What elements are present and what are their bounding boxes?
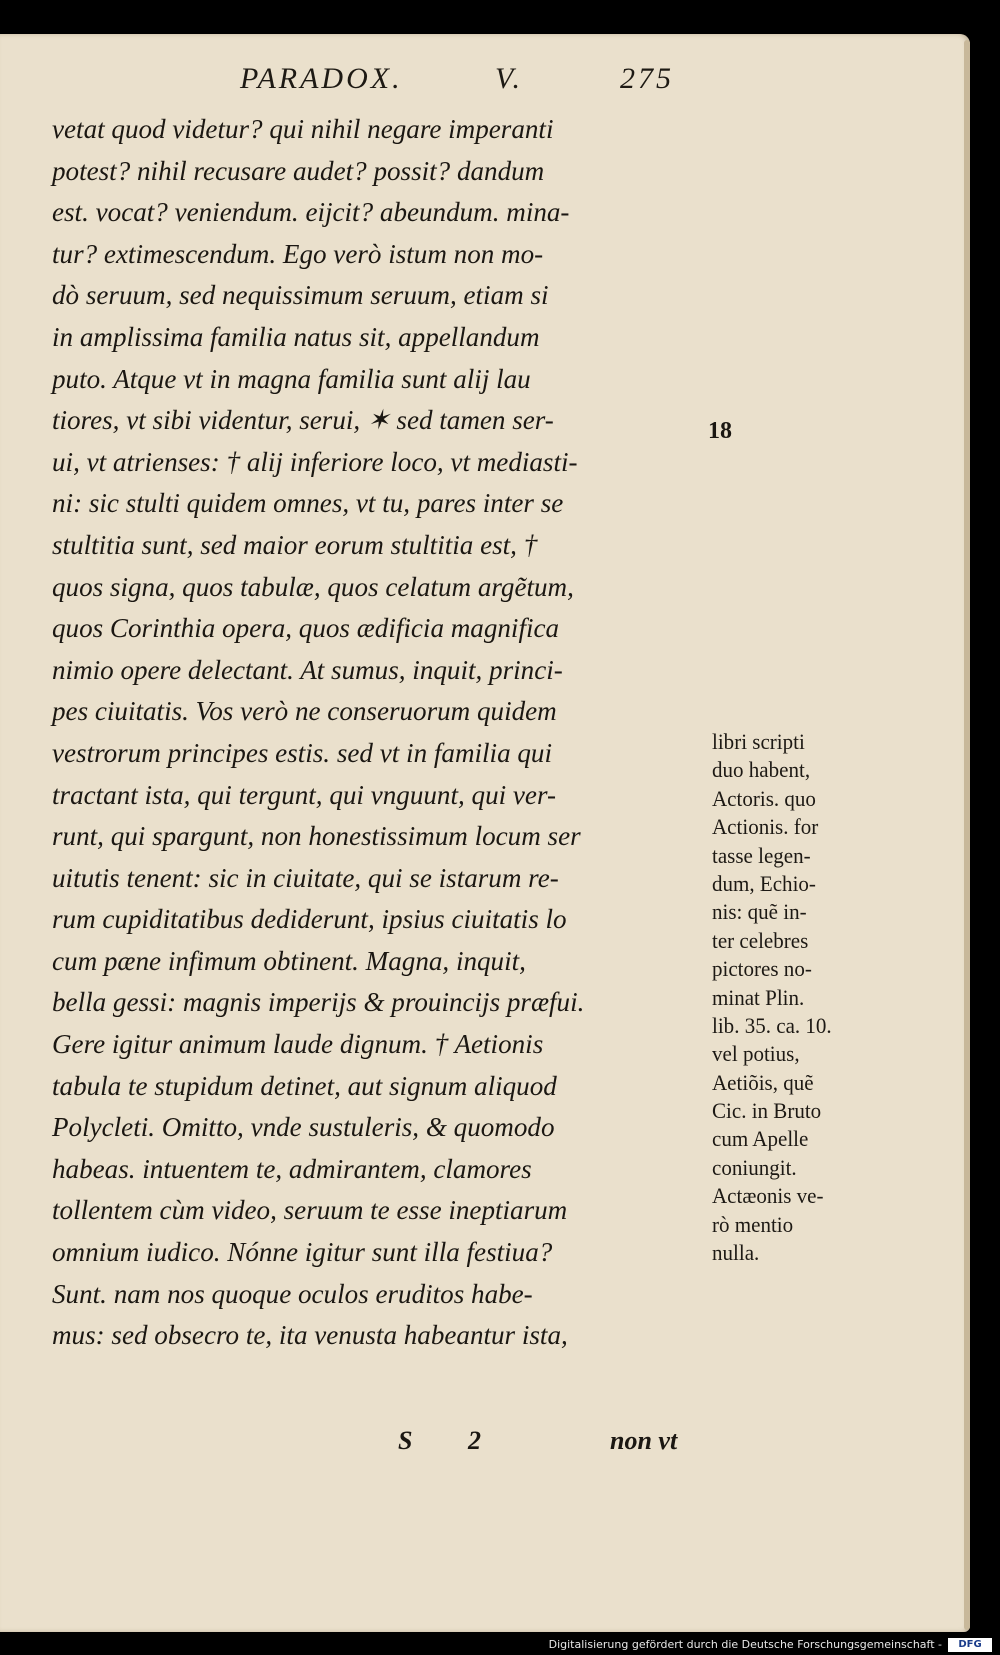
note-line: Actæonis ve- bbox=[712, 1183, 824, 1209]
page-edge bbox=[964, 40, 970, 1630]
text-line: ui, vt atrienses: † alij inferiore loco, vt mediasti- bbox=[52, 445, 578, 477]
note-line: Aetiõis, quẽ bbox=[712, 1069, 814, 1095]
text-line: Polycleti. Omitto, vnde sustuleris, & quomodo bbox=[52, 1111, 555, 1143]
main-text-block bbox=[52, 108, 712, 1356]
text-line: cum pæne infimum obtinent. Magna, inquit, bbox=[52, 944, 526, 976]
text-line: pes ciuitatis. Vos verò ne conseruorum quidem bbox=[52, 695, 557, 727]
text-line: runt, qui spargunt, non honestissimum locum ser bbox=[52, 820, 581, 852]
note-line: pictores no- bbox=[712, 956, 812, 982]
page-number: 275 bbox=[620, 62, 674, 95]
text-line: bella gessi: magnis imperijs & prouincijs præfui. bbox=[52, 986, 585, 1018]
text-line: stultitia sunt, sed maior eorum stultitia est, † bbox=[52, 528, 538, 560]
note-line: rò mentio bbox=[712, 1211, 794, 1237]
catchword-line bbox=[390, 1426, 710, 1466]
text-line: tiores, vt sibi videntur, serui, ✶ sed tamen ser- bbox=[52, 404, 554, 436]
note-line: dum, Echio- bbox=[712, 870, 816, 896]
running-head-title: PARADOX. bbox=[240, 62, 403, 95]
text-line: tabula te stupidum detinet, aut signum aliquod bbox=[52, 1069, 557, 1101]
running-head bbox=[240, 62, 710, 106]
note-line: Cic. in Bruto bbox=[712, 1098, 822, 1124]
note-line: nis: quẽ in- bbox=[712, 899, 807, 925]
text-line: tollentem cùm video, seruum te esse ineptiarum bbox=[52, 1194, 568, 1226]
note-line: nulla. bbox=[712, 1240, 760, 1266]
signature-number: 2 bbox=[468, 1426, 481, 1455]
note-line: minat Plin. bbox=[712, 984, 805, 1010]
text-line: rum cupiditatibus dediderunt, ipsius ciuitatis lo bbox=[52, 903, 567, 935]
text-line: dò seruum, sed nequissimum seruum, etiam si bbox=[52, 279, 549, 311]
text-line: omnium iudico. Nónne igitur sunt illa festiua? bbox=[52, 1236, 553, 1268]
text-line: puto. Atque vt in magna familia sunt alij lau bbox=[52, 362, 531, 394]
funding-credit: Digitalisierung gefördert durch die Deutsche Forschungsgemeinschaft - bbox=[548, 1638, 942, 1651]
note-line: libri scripti bbox=[712, 729, 805, 754]
text-line: in amplissima familia natus sit, appellandum bbox=[52, 320, 540, 352]
text-line: vetat quod videtur? qui nihil negare imperanti bbox=[52, 113, 554, 144]
text-line: tur? extimescendum. Ego verò istum non mo- bbox=[52, 237, 544, 269]
note-line: Actionis. for bbox=[712, 814, 819, 840]
running-head-paradox-number: V. bbox=[495, 62, 523, 95]
note-line: lib. 35. ca. 10. bbox=[712, 1012, 832, 1038]
note-line: cum Apelle bbox=[712, 1126, 809, 1152]
text-line: mus: sed obsecro te, ita venusta habeantur ista, bbox=[52, 1319, 568, 1351]
note-line: ter celebres bbox=[712, 927, 809, 953]
text-line: vestrorum principes estis. sed vt in familia qui bbox=[52, 736, 553, 768]
note-line: Actoris. quo bbox=[712, 785, 816, 811]
text-line: nimio opere delectant. At sumus, inquit, princi- bbox=[52, 653, 563, 685]
text-line: quos Corinthia opera, quos ædificia magnifica bbox=[52, 612, 560, 644]
catchword: non vt bbox=[610, 1426, 678, 1455]
note-line: coniungit. bbox=[712, 1154, 797, 1180]
text-line: habeas. intuentem te, admirantem, clamores bbox=[52, 1152, 532, 1184]
text-line: ni: sic stulti quidem omnes, vt tu, pares inter se bbox=[52, 487, 564, 519]
margin-note-marker: 18 bbox=[708, 418, 732, 444]
note-line: vel potius, bbox=[712, 1041, 800, 1067]
text-line: est. vocat? veniendum. eijcit? abeundum. mina- bbox=[52, 196, 570, 228]
note-line: tasse legen- bbox=[712, 842, 811, 868]
signature-mark: S bbox=[398, 1426, 413, 1455]
text-line: quos signa, quos tabulæ, quos celatum argẽtum, bbox=[52, 570, 574, 602]
text-line: Gere igitur animum laude dignum. † Aetionis bbox=[52, 1028, 544, 1060]
text-line: Sunt. nam nos quoque oculos eruditos habe- bbox=[52, 1277, 533, 1309]
dfg-logo: DFG bbox=[948, 1638, 992, 1652]
text-line: uitutis tenent: sic in ciuitate, qui se istarum re- bbox=[52, 861, 559, 893]
marginal-note bbox=[712, 728, 892, 1267]
text-line: tractant ista, qui tergunt, qui vnguunt, qui ver- bbox=[52, 778, 556, 810]
note-line: duo habent, bbox=[712, 757, 811, 783]
text-line: potest? nihil recusare audet? possit? dandum bbox=[52, 154, 545, 186]
